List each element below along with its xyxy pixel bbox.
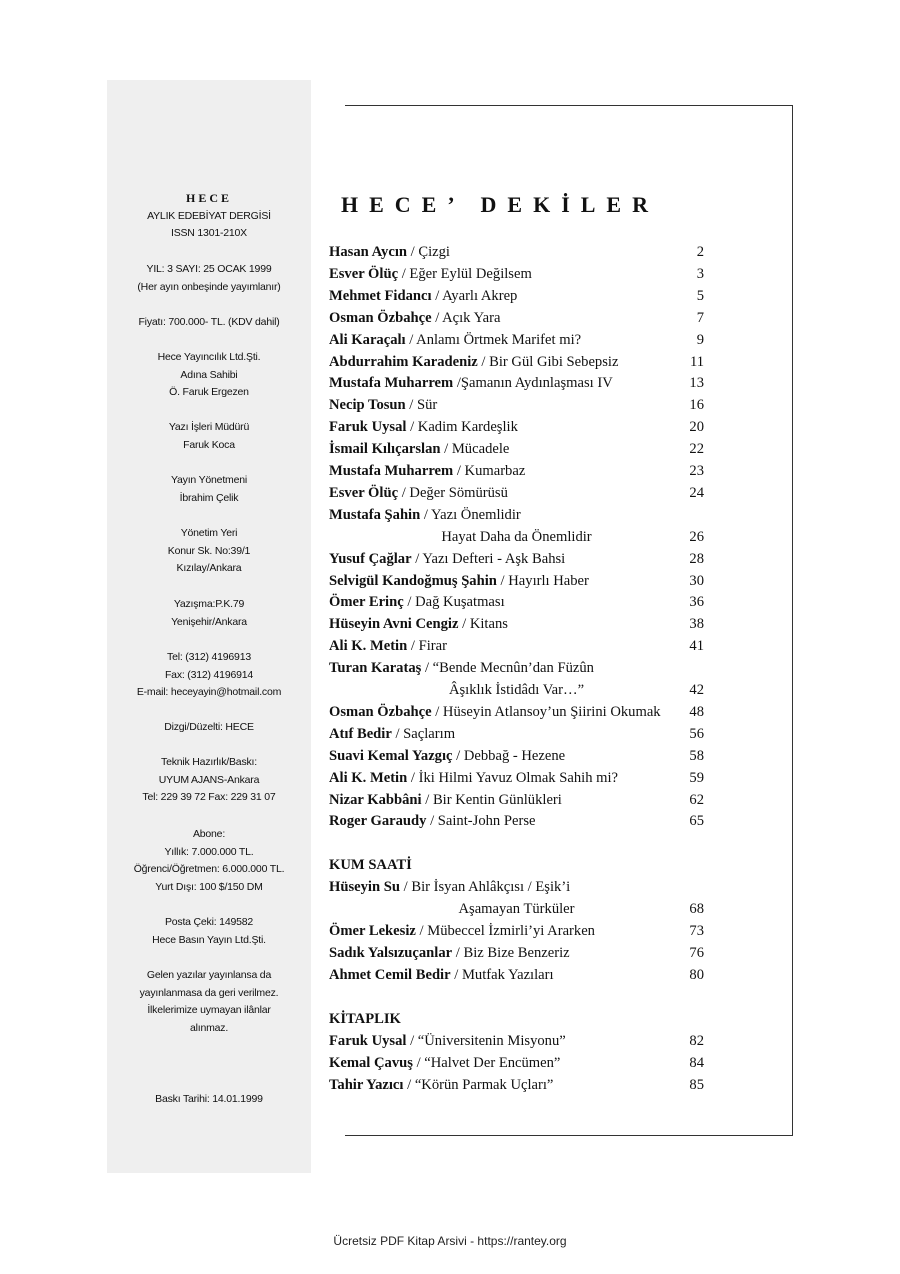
entry-page-number: 62: [689, 791, 704, 808]
entry-title: / Çizgi: [407, 244, 450, 260]
payment-line: Posta Çeki: 149582: [164, 916, 254, 928]
office-line: Konur Sk. No:39/1: [167, 544, 251, 557]
toc-entry: [329, 394, 704, 416]
entry-author: Yusuf Çağlar: [329, 550, 412, 567]
footer-credit: Ücretsiz PDF Kitap Arsivi - https://rantey.org: [333, 1234, 567, 1248]
director-line: İbrahim Çelik: [179, 491, 239, 504]
entry-author: Hasan Aycın: [329, 244, 407, 260]
contact-line: E-mail: heceyayin@hotmail.com: [136, 686, 282, 699]
printing-line: Teknik Hazırlık/Baskı:: [161, 756, 257, 768]
toc-entry: [329, 789, 704, 811]
entry-page-number: 5: [696, 287, 704, 304]
entry-author: Necip Tosun: [329, 397, 406, 414]
policy-line: İlkelerimize uymayan ilânlar: [147, 1004, 271, 1017]
entry-title-continued: Hayat Daha da Önemlidir: [441, 528, 592, 545]
policy-line: Gelen yazılar yayınlansa da: [146, 969, 272, 981]
entry-page-number: 20: [689, 419, 704, 436]
director-line: Yayın Yönetmeni: [171, 474, 247, 486]
contact-info: [107, 649, 311, 702]
editor-line: Yazı İşleri Müdürü: [168, 421, 250, 433]
toc-entry: [329, 1030, 704, 1052]
entry-title: / Yazı Önemlidir: [420, 506, 521, 523]
policy-info: [107, 967, 311, 1037]
entry-author: Mustafa Şahin: [329, 506, 421, 523]
toc-entry: [329, 263, 704, 285]
editor-line: Faruk Koca: [183, 438, 235, 451]
entry-page-number: 41: [689, 638, 704, 655]
office-line: Yönetim Yeri: [180, 527, 238, 539]
toc-entry: [329, 613, 704, 635]
entry-title: / Ayarlı Akrep: [431, 287, 518, 304]
entry-author: Turan Karataş: [329, 660, 422, 677]
price-info: [107, 314, 311, 332]
entry-title: / Hüseyin Atlansoy’un Şiirini Okumak: [431, 703, 661, 720]
entry-author: Esver Ölüç: [329, 265, 399, 282]
payment-info: [107, 914, 311, 949]
entry-title: / Dağ Kuşatması: [403, 594, 505, 611]
entry-author: Atıf Bedir: [329, 725, 392, 742]
toc-entry: [329, 504, 704, 526]
entry-page-number: 26: [689, 528, 704, 545]
toc-entry: [329, 1052, 704, 1074]
toc-entry: [329, 526, 704, 548]
entry-author: Selvigül Kandoğmuş Şahin: [329, 572, 497, 589]
subscription-info: [107, 826, 311, 896]
entry-page-number: 9: [696, 331, 704, 348]
entry-page-number: 13: [689, 375, 704, 392]
entry-page-number: 73: [689, 922, 704, 939]
toc-entry: [329, 285, 704, 307]
entry-page-number: 59: [689, 769, 704, 786]
entry-title-continued: Aşamayan Türküler: [458, 900, 575, 917]
mail-line: Yazışma:P.K.79: [173, 598, 245, 610]
entry-author: Ali K. Metin: [329, 638, 408, 655]
entry-title: / Bir Kentin Günlükleri: [421, 791, 562, 808]
toc-entry: [329, 964, 704, 986]
entry-title: / Saint-John Perse: [426, 813, 536, 830]
entry-page-number: 80: [689, 966, 704, 983]
entry-title: / Firar: [407, 638, 447, 655]
policy-line: yayınlanmasa da geri verilmez.: [139, 986, 279, 999]
entry-title: / Sür: [405, 397, 438, 414]
section-heading: KİTAPLIK: [329, 1011, 401, 1027]
entry-author: Osman Özbahçe: [329, 703, 432, 720]
toc-entry: [329, 657, 704, 679]
entry-page-number: 42: [689, 682, 704, 698]
entry-page-number: 36: [689, 594, 704, 611]
toc-entry: [329, 898, 704, 920]
section-heading: KUM SAATİ: [329, 857, 412, 873]
entry-author: Hüseyin Su: [329, 879, 400, 895]
entry-page-number: 23: [689, 463, 704, 479]
printing-line: Tel: 229 39 72 Fax: 229 31 07: [142, 791, 276, 804]
entry-author: Ali K. Metin: [329, 769, 408, 786]
magazine-name: HECE: [185, 191, 232, 205]
toc-entry: [329, 438, 704, 460]
entry-page-number: 56: [689, 725, 704, 742]
entry-author: Sadık Yalsızuçanlar: [329, 944, 453, 961]
entry-author: Roger Garaudy: [329, 813, 427, 830]
entry-page-number: 65: [689, 813, 704, 830]
entry-author: Abdurrahim Karadeniz: [329, 353, 478, 370]
entry-page-number: 76: [689, 944, 704, 961]
mail-info: [107, 596, 311, 631]
entry-title: / Eğer Eylül Değilsem: [398, 265, 532, 282]
contact-line: Fax: (312) 4196914: [164, 668, 254, 681]
entry-title: / Saçlarım: [391, 725, 456, 742]
entry-title: /Şamanın Aydınlaşması IV: [453, 375, 613, 392]
toc-entry: [329, 548, 704, 570]
editor-info: [107, 419, 311, 454]
entry-author: Ömer Lekesiz: [329, 922, 416, 939]
entry-author: Osman Özbahçe: [329, 309, 432, 326]
toc-entry: [329, 460, 704, 482]
entry-author: Mehmet Fidancı: [329, 287, 432, 304]
entry-title: / “Körün Parmak Uçları”: [403, 1076, 554, 1093]
entry-page-number: 38: [689, 616, 704, 633]
magazine-subtitle: AYLIK EDEBİYAT DERGİSİ: [147, 209, 271, 222]
entry-author: Tahir Yazıcı: [329, 1076, 404, 1093]
entry-title: / Biz Bize Benzeriz: [452, 944, 570, 961]
publisher-line: Hece Yayıncılık Ltd.Şti.: [157, 351, 261, 363]
entry-page-number: 68: [689, 900, 704, 917]
typesetting-info: [107, 719, 311, 737]
entry-title: / Anlamı Örtmek Marifet mi?: [405, 331, 582, 348]
policy-line: alınmaz.: [189, 1021, 229, 1034]
entry-title: / Bir Gül Gibi Sebepsiz: [477, 353, 619, 370]
entry-title: / “Bende Mecnûn’dan Füzûn: [421, 660, 594, 677]
toc-entry: [329, 810, 704, 832]
printing-line: UYUM AJANS-Ankara: [158, 773, 260, 786]
publisher-line: Ö. Faruk Ergezen: [169, 386, 249, 399]
entry-page-number: 24: [689, 484, 704, 501]
publisher-line: Adına Sahibi: [180, 368, 238, 381]
entry-page-number: 3: [696, 265, 704, 282]
toc-entry: [329, 1074, 704, 1096]
issn: ISSN 1301-210X: [170, 227, 247, 240]
entry-author: Esver Ölüç: [329, 484, 399, 501]
subscription-line: Yurt Dışı: 100 $/150 DM: [155, 880, 263, 893]
toc-heading: HECE’ DEKİLER: [340, 192, 659, 217]
toc-entry: [329, 723, 704, 745]
entry-page-number: 16: [689, 397, 704, 414]
entry-author: Kemal Çavuş: [329, 1054, 413, 1071]
entry-title: / Kumarbaz: [453, 463, 526, 479]
toc-entry: [329, 351, 704, 373]
entry-page-number: 11: [689, 353, 704, 370]
entry-page-number: 2: [696, 244, 704, 260]
entry-title: / Kadim Kardeşlik: [406, 419, 518, 436]
entry-author: Nizar Kabbâni: [329, 791, 422, 808]
entry-title: / “Halvet Der Encümen”: [412, 1054, 561, 1071]
entry-title: / Mutfak Yazıları: [450, 966, 554, 983]
entry-title: / Kitans: [458, 616, 508, 633]
subscription-line: Yıllık: 7.000.000 TL.: [164, 845, 254, 858]
entry-title: / Yazı Defteri - Aşk Bahsi: [411, 550, 566, 567]
entry-author: Faruk Uysal: [329, 419, 407, 436]
entry-page-number: 48: [689, 703, 704, 720]
entry-author: Mustafa Muharrem: [329, 375, 454, 392]
toc-entry: [329, 416, 704, 438]
masthead: [107, 190, 311, 243]
toc-entry: [329, 767, 704, 789]
entry-page-number: 28: [689, 550, 704, 567]
toc-entry: [329, 876, 704, 898]
print-date-info: [107, 1091, 311, 1109]
colophon-panel: [107, 80, 311, 1173]
toc-entry: [329, 570, 704, 592]
frame-top-rule: [345, 105, 793, 106]
toc-entry: [329, 701, 704, 723]
toc-entry: [329, 482, 704, 504]
toc-entry: [329, 591, 704, 613]
entry-title: / Değer Sömürüsü: [398, 484, 508, 501]
toc-entry: [329, 307, 704, 329]
entry-title: / “Üniversitenin Misyonu”: [406, 1033, 566, 1049]
entry-page-number: 58: [689, 747, 704, 764]
typesetting-line: Dizgi/Düzelti: HECE: [164, 721, 254, 733]
toc-entry: [329, 372, 704, 394]
frequency-line: (Her ayın onbeşinde yayımlanır): [137, 280, 281, 293]
toc-entry: [329, 635, 704, 657]
entry-title: / İki Hilmi Yavuz Olmak Sahih mi?: [407, 769, 619, 786]
toc-entry: [329, 942, 704, 964]
frame-bottom-rule: [345, 1135, 793, 1136]
toc-entry: [329, 329, 704, 351]
mail-line: Yenişehir/Ankara: [171, 615, 247, 628]
entry-page-number: 7: [696, 309, 704, 326]
entry-title: / Debbağ - Hezene: [452, 747, 566, 764]
entry-title: / Açık Yara: [431, 309, 501, 326]
office-line: Kızılay/Ankara: [176, 562, 242, 575]
entry-author: Hüseyin Avni Cengiz: [329, 616, 459, 633]
publisher-info: [107, 349, 311, 402]
entry-title: / Mücadele: [440, 441, 510, 458]
entry-author: Faruk Uysal: [329, 1033, 407, 1049]
subscription-line: Öğrenci/Öğretmen: 6.000.000 TL.: [133, 863, 285, 876]
entry-author: Suavi Kemal Yazgıç: [329, 747, 453, 764]
entry-author: Ahmet Cemil Bedir: [329, 966, 451, 983]
price-line: Fiyatı: 700.000- TL. (KDV dahil): [138, 316, 280, 328]
entry-title-continued: Âşıklık İstidâdı Var…”: [448, 682, 585, 698]
printing-info: [107, 754, 311, 807]
entry-page-number: 84: [689, 1054, 704, 1071]
toc-entry: [329, 745, 704, 767]
frame-right-rule: [792, 105, 793, 1136]
entry-author: İsmail Kılıçarslan: [329, 441, 441, 458]
entry-title: / Bir İsyan Ahlâkçısı / Eşik’i: [399, 879, 571, 895]
contact-line: Tel: (312) 4196913: [167, 651, 251, 663]
payment-line: Hece Basın Yayın Ltd.Şti.: [152, 933, 266, 946]
entry-page-number: 82: [689, 1033, 704, 1049]
toc-entry: [329, 679, 704, 701]
entry-author: Ömer Erinç: [329, 594, 404, 611]
print-date: Baskı Tarihi: 14.01.1999: [155, 1093, 263, 1105]
issue-info: [107, 261, 311, 296]
office-info: [107, 525, 311, 578]
entry-page-number: 30: [689, 572, 704, 589]
toc-entry: [329, 241, 704, 263]
entry-title: / Hayırlı Haber: [496, 572, 589, 589]
entry-author: Ali Karaçalı: [329, 331, 406, 348]
entry-page-number: 85: [689, 1076, 704, 1093]
issue-line: YIL: 3 SAYI: 25 OCAK 1999: [146, 263, 272, 275]
entry-author: Mustafa Muharrem: [329, 463, 454, 479]
entry-page-number: 22: [689, 441, 704, 458]
entry-title: / Mübeccel İzmirli’yi Ararken: [415, 922, 595, 939]
subscription-line: Abone:: [192, 828, 226, 840]
toc-entry: [329, 920, 704, 942]
director-info: [107, 472, 311, 507]
